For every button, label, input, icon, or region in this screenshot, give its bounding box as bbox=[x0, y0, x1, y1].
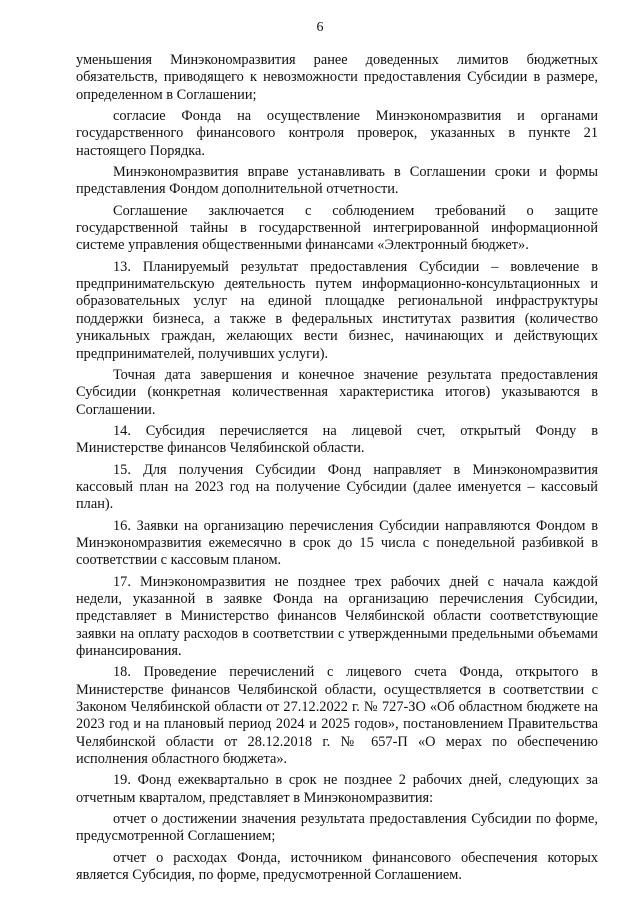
paragraph-item-16: 16. Заявки на организацию перечисления Субсидии направляются Фондом в Минэкономразвития ежемесячно в срок до 15 числа с понедельной разбивкой в соответствии с кассовым планом. bbox=[76, 517, 598, 569]
document-body bbox=[76, 52, 598, 888]
paragraph-item-19: 19. Фонд ежеквартально в срок не позднее 2 рабочих дней, следующих за отчетным кварталом, представляет в Минэкономразвития: bbox=[76, 772, 598, 806]
paragraph-result-date: Точная дата завершения и конечное значение результата предоставления Субсидии (конкретная количественная характеристика итогов) указываются в Соглашении. bbox=[76, 366, 598, 418]
paragraph-item-17: 17. Минэкономразвития не позднее трех рабочих дней с начала каждой недели, указанной в заявке Фонда на организацию перечисления Субсидии, представляет в Министерство финансов Челябинской области соответствующие заявки на оплату расходов в соответствии с утвержденными предельными объемами финансирования. bbox=[76, 573, 598, 659]
paragraph-report-expenses: отчет о расходах Фонда, источником финансового обеспечения которых является Субсидия, по форме, предусмотренной Соглашением. bbox=[76, 849, 598, 884]
paragraph-additional-reporting: Минэкономразвития вправе устанавливать в Соглашении сроки и формы представления Фондом дополнительной отчетности. bbox=[76, 164, 598, 198]
paragraph-item-18: 18. Проведение перечислений с лицевого счета Фонда, открытого в Министерстве финансов Челябинской области, осуществляется в соответствии с Законом Челябинской области от 27.12.2022 г. № 727-ЗО «Об областном бюджете на 2023 год и на плановый период 2024 и 2025 годов», постановлением Правительства Челябинской области от 28.12.2018 г. № 657-П «О мерах по обеспечению исполнения областного бюджета». bbox=[76, 664, 598, 768]
paragraph-item-14: 14. Субсидия перечисляется на лицевой счет, открытый Фонду в Министерстве финансов Челябинской области. bbox=[76, 422, 598, 457]
paragraph-consent-checks: согласие Фонда на осуществление Минэкономразвития и органами государственного финансового контроля проверок, указанных в пункте 21 настоящего Порядка. bbox=[76, 108, 598, 159]
paragraph-continuation: уменьшения Минэкономразвития ранее доведенных лимитов бюджетных обязательств, приводящего к невозможности предоставления Субсидии в размере, определенном в Соглашении; bbox=[76, 52, 598, 103]
page-number: 6 bbox=[316, 20, 324, 35]
paragraph-agreement-system: Соглашение заключается с соблюдением требований о защите государственной тайны в государственной интегрированной информационной системе управления общественными финансами «Электронный бюджет». bbox=[76, 202, 598, 254]
paragraph-report-result: отчет о достижении значения результата предоставления Субсидии по форме, предусмотренной Соглашением; bbox=[76, 811, 598, 845]
paragraph-item-15: 15. Для получения Субсидии Фонд направляет в Минэкономразвития кассовый план на 2023 год на получение Субсидии (далее именуется – кассовый план). bbox=[76, 461, 598, 513]
paragraph-item-13: 13. Планируемый результат предоставления Субсидии – вовлечение в предпринимательскую деятельность путем информационно-консультационных и образовательных услуг на единой площадке региональной инфраструктуры поддержки бизнеса, а также в федеральных институтах развития (количество уникальных граждан, желающих вести бизнес, начинающих и действующих предпринимателей, получивших услуги). bbox=[76, 258, 598, 362]
